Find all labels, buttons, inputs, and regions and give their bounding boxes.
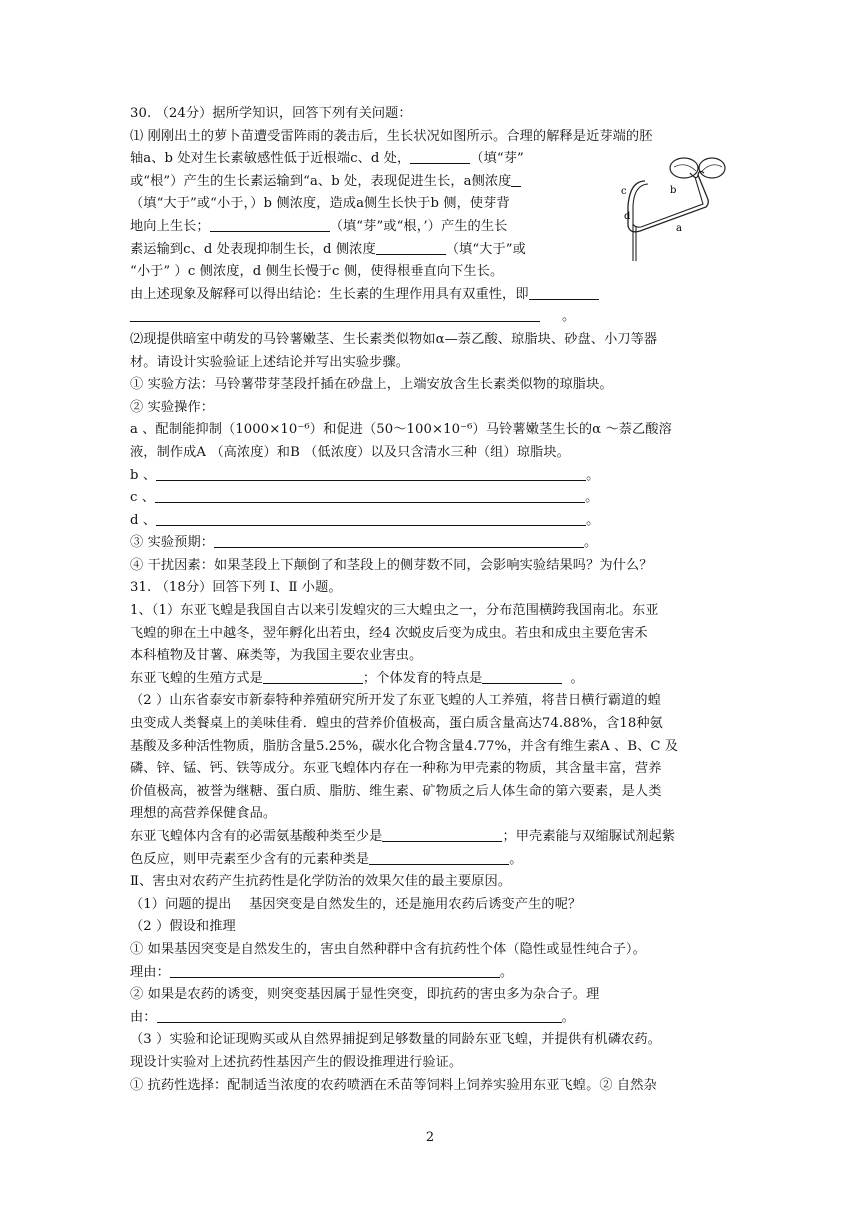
q31-2-line: 虫变成人类餐桌上的美味佳肴．蝗虫的营养价值极高，蛋白质含量高达74.88%，含18种氨 (130, 716, 663, 732)
q31-ii-line: ② 如果是农药的诱变，则突变基因属于显性突变，即抗药的害虫多为杂合子。理 (130, 987, 600, 1003)
q30-2-line: ② 实验操作： (130, 399, 215, 415)
q30-1-line: ⑴ 刚刚出土的萝卜苗遭受雷阵雨的袭击后，生长状况如图所示。合理的解释是近芽端的胚 (130, 128, 653, 144)
blank (482, 668, 562, 684)
step-b: b 、 。 (130, 465, 740, 488)
q30-1-line: 素运输到c、d 处表现抑制生长，d 侧浓度 （填“大于”或 (130, 239, 610, 262)
blank (369, 849, 509, 865)
q31-2-line: （2 ）山东省泰安市新泰特种养殖研究所开发了东亚飞蝗的人工养殖，将昔日横行霸道的蝗 (130, 693, 661, 709)
q31-ii-line: Ⅱ、害虫对农药产生抗药性是化学防治的效果欠佳的最主要原因。 (130, 874, 512, 890)
expected-result: ③ 实验预期： 。 (130, 532, 740, 555)
q31-1-line: 东亚飞蝗的生殖方式是 ；个体发育的特点是 。 (130, 668, 740, 691)
blank (529, 284, 599, 300)
q31-ii-line: （2 ）假设和推理 (130, 919, 236, 935)
q30-title: 30. （24分）据所学知识，回答下列有关问题： (130, 106, 412, 121)
q31-title: 31. （18分）回答下列 Ⅰ、Ⅱ 小题。 (130, 580, 342, 596)
blank (382, 826, 502, 842)
blank (170, 962, 500, 978)
q31-2-line: 基酸及多种活性物质，脂肪含量5.25%，碳水化合物含量4.77%，并含有维生素A 、B、C 及 (130, 738, 679, 754)
q31-2-line: 价值极高，被誉为继糖、蛋白质、脂肪、维生素、矿物质之后人体生命的第六要素，是人类 (130, 783, 662, 799)
step-d: d 、 。 (130, 510, 740, 533)
q30-2-line: 液，制作成A （高浓度）和B （低浓度）以及只含清水三种（组）琼脂块。 (130, 444, 570, 460)
q30-2-line: ① 实验方法：马铃薯带芽茎段扦插在砂盘上，上端安放含生长素类似物的琼脂块。 (130, 377, 613, 393)
label-b: b (670, 185, 677, 196)
label-a: a (676, 223, 682, 234)
q31-2-line: 理想的高营养保健食品。 (130, 806, 277, 822)
blank (263, 668, 363, 684)
q30-2-line: 材。请设计实验验证上述结论并写出实验步骤。 (130, 354, 410, 370)
q30-2-line: ④ 干扰因素：如果茎段上下颠倒了和茎段上的侧芽数不同，会影响实验结果吗？为什么？ (130, 557, 653, 573)
radish-seedling-figure (610, 151, 736, 261)
blank (157, 1007, 562, 1023)
cotyledon-left (670, 158, 698, 178)
blank (155, 487, 585, 503)
seedling-stem (628, 175, 708, 232)
q30-1-line: （填“大于”或“小于，）b 侧浓度，造成a侧生长快于b 侧，使芽背 (130, 196, 510, 212)
q31-ii-line: ① 抗药性选择：配制适当浓度的农药喷洒在禾苗等饲料上饲养实验用东亚飞蝗。② 自然杂 (130, 1077, 657, 1093)
blank (376, 239, 446, 255)
q31-2-line: 色反应，则甲壳素至少含有的元素种类是 。 (130, 849, 740, 872)
q30-2-line: a 、配制能抑制（1000×10⁻⁶）和促进（50～100×10⁻⁶）马铃薯嫩茎生长的α ～萘乙酸溶 (130, 422, 672, 438)
page-number: 2 (425, 1130, 435, 1145)
q31-ii-line: （1）问题的提出 基因突变是自然发生的，还是施用农药后诱变产生的呢？ (130, 896, 582, 912)
step-c: c 、 。 (130, 487, 740, 510)
blank (410, 148, 470, 164)
q30-2-line: ⑵现提供暗室中萌发的马铃薯嫩茎、生长素类似物如α—萘乙酸、琼脂块、砂盘、小刀等器 (130, 331, 658, 347)
q30-1-line: 由上述现象及解释可以得出结论：生长素的生理作用具有双重性，即 (130, 284, 740, 307)
blank (511, 171, 521, 187)
q31-1-line: 1、（1）东亚飞蝗是我国自古以来引发蝗灾的三大蝗虫之一，分布范围横跨我国南北。东亚 (130, 603, 659, 619)
blank (130, 306, 540, 322)
q31-ii-line: ① 如果基因突变是自然发生的，害虫自然种群中含有抗药性个体（隐性或显性纯合子）。 (130, 941, 646, 957)
q30-1-line: “小于” ）c 侧浓度，d 侧生长慢于c 侧，使得根垂直向下生长。 (130, 264, 504, 280)
q30-1-line: 。 (130, 306, 740, 329)
q31-2-line: 磷、锌、锰、钙、铁等成分。东亚飞蝗体内存在一种称为甲壳素的物质，其含量丰富，营养 (130, 761, 662, 777)
q31-2-line: 东亚飞蝗体内含有的必需氨基酸种类至少是 ；甲壳素能与双缩脲试剂起紫 (130, 826, 740, 849)
blank (156, 465, 586, 481)
blank (210, 216, 330, 232)
q31-ii-line: （3 ）实验和论证现购买或从自然界捕捉到足够数量的同龄东亚飞蝗，并提供有机磷农药。 (130, 1032, 661, 1048)
q30-1-line: 轴a、b 处对生长素敏感性低于近根端c、d 处， （填“芽” (130, 148, 610, 171)
blank (156, 510, 586, 526)
root (633, 224, 636, 261)
q31-ii-line: 现设计实验对上述抗药性基因产生的假设推理进行验证。 (130, 1054, 463, 1070)
q31-1-line: 本科植物及甘薯、麻类等，为我国主要农业害虫。 (130, 648, 423, 664)
q30-1-line: 地向上生长； （填“芽”或“根，’）产生的生长 (130, 216, 610, 239)
q30-1-line: 或“根”）产生的生长素运输到“a、b 处，表现促进生长，a侧浓度 (130, 171, 610, 194)
seedling-stem-inner (633, 177, 703, 227)
cotyledon-right (699, 158, 725, 178)
blank (214, 532, 584, 548)
q31-ii-line: 理由： 。 (130, 962, 740, 985)
q31-1-line: 飞蝗的卵在土中越冬，翌年孵化出若虫，经4 次蜕皮后变为成虫。若虫和成虫主要危害禾 (130, 625, 648, 641)
q31-ii-line: 由： 。 (130, 1007, 740, 1030)
label-d: d (624, 211, 631, 222)
label-c: c (621, 186, 627, 197)
